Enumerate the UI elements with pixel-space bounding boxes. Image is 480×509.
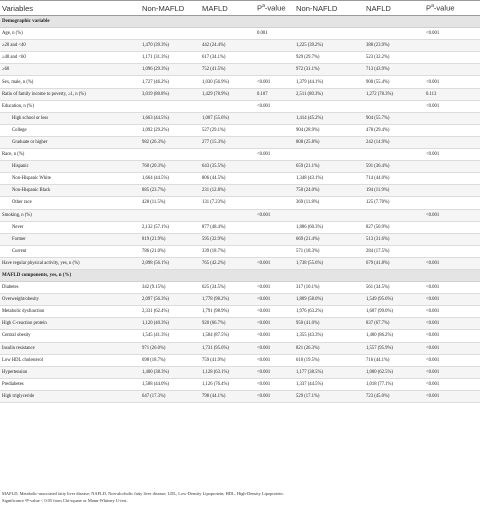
table-cell: 625 (34.5%) [200,282,255,294]
table-cell: <0.001 [255,257,294,269]
table-row [0,88,480,100]
table-row [0,185,480,197]
row-label-cell: Non-Hispanic Black [0,185,140,197]
table-cell: 669 (21.4%) [294,233,364,245]
table-cell: 750 (24.0%) [294,185,364,197]
row-label-cell: Prediabetes [0,378,140,390]
table-cell: 1,791 (98.9%) [200,306,255,318]
row-label-cell: Other race [0,197,140,209]
row-label-cell: High triglyceride [0,390,140,402]
table-cell [424,136,480,148]
table-cell [424,161,480,173]
table-row [0,342,480,354]
table-cell [364,269,424,281]
table-cell: 819 (21.9%) [140,233,200,245]
table-row [0,76,480,88]
table-cell: 1,337 (44.5%) [294,378,364,390]
table-cell: 3,019 (80.8%) [140,88,200,100]
table-cell: 1,272 (78.3%) [364,88,424,100]
table-cell: 1,731 (95.6%) [200,342,255,354]
header-variables: Variables [0,1,140,16]
table-row [0,378,480,390]
table-cell: 1,092 (29.2%) [140,124,200,136]
table-cell: 0.107 [255,88,294,100]
table-body [0,16,480,403]
table-cell [294,28,364,40]
footnote-abbreviations: MAFLD, Metabolic-associated fatty liver disease; NAFLD, Non-alcoholic fatty liver disease; LDL, Low-Density Lipoprotein; HDL, High-Density Lipoprotein. [2,491,284,496]
table-cell: 2,511 (80.3%) [294,88,364,100]
p-superscript: a [262,3,265,10]
table-row [0,40,480,52]
table-cell: 920 (66.7%) [200,318,255,330]
table-row [0,318,480,330]
table-cell [255,136,294,148]
table-row [0,330,480,342]
table-cell: 1,126 (76.4%) [200,378,255,390]
table-cell: 591 (36.4%) [364,161,424,173]
table-cell: 1,470 (39.3%) [140,40,200,52]
table-row [0,100,480,112]
table-cell: 1,778 (98.2%) [200,294,255,306]
table-cell [200,100,255,112]
table-cell: <0.001 [255,282,294,294]
table-cell: <0.001 [255,294,294,306]
table-row [0,197,480,209]
table-cell: 561 (34.5%) [364,282,424,294]
row-label-cell: Education, n (%) [0,100,140,112]
footnote-significance: Significance ᵃP-value < 0.05 from Chi-square or Mann-Whitney U-test. [2,498,128,503]
table-row [0,221,480,233]
table-cell: 1,018 (77.1%) [364,378,424,390]
table-row [0,149,480,161]
table-cell [424,221,480,233]
table-cell: 1,177 (38.5%) [294,366,364,378]
row-label-cell: Sex, male, n (%) [0,76,140,88]
row-label-cell: Diabetes [0,282,140,294]
table-cell [255,64,294,76]
table-cell: 1,663 (44.5%) [140,112,200,124]
table-cell: <0.001 [255,390,294,402]
table-cell: <0.001 [255,366,294,378]
table-cell: 617 (34.1%) [200,52,255,64]
table-cell: 982 (26.3%) [140,136,200,148]
table-cell: <0.001 [255,354,294,366]
table-cell [364,28,424,40]
table-cell [294,100,364,112]
table-cell: 1,400 (86.2%) [364,330,424,342]
table-cell: <0.001 [424,282,480,294]
table-cell: 877 (48.4%) [200,221,255,233]
table-cell: <0.001 [255,330,294,342]
table-cell [200,209,255,221]
table-cell: 827 (50.9%) [364,221,424,233]
table-cell [140,100,200,112]
table-row [0,52,480,64]
table-cell: 900 (55.4%) [364,76,424,88]
table-cell: 523 (32.2%) [364,52,424,64]
table-cell: 284 (17.5%) [364,245,424,257]
table-cell: 2,331 (62.4%) [140,306,200,318]
table-cell: 527 (29.1%) [200,124,255,136]
row-label-cell: Current [0,245,140,257]
table-row [0,124,480,136]
row-label-cell: Low HDL cholesterol [0,354,140,366]
table-cell [140,16,200,28]
row-label-cell: Race, n (%) [0,149,140,161]
table-cell [200,16,255,28]
table-cell: 904 (28.9%) [294,124,364,136]
table-cell: <0.001 [424,100,480,112]
table-cell: 1,007 (55.6%) [200,112,255,124]
table-cell: <0.001 [255,209,294,221]
row-label-cell: High school or less [0,112,140,124]
table-cell: 610 (19.5%) [294,354,364,366]
table-cell: 0.113 [424,88,480,100]
table-cell: 428 (11.5%) [140,197,200,209]
table-cell: <0.001 [255,306,294,318]
table-cell [255,221,294,233]
table-cell: 125 (7.70%) [364,197,424,209]
table-row [0,366,480,378]
table-cell: 1,727 (46.2%) [140,76,200,88]
table-cell: 885 (23.7%) [140,185,200,197]
table-row [0,294,480,306]
header-p-value-mafld [255,1,294,16]
table-cell [424,124,480,136]
row-label-cell: Overweight/obesity [0,294,140,306]
table-cell: 1,738 (55.6%) [294,257,364,269]
table-cell: 1,400 (38.3%) [140,366,200,378]
table-cell [424,40,480,52]
table-cell: <0.001 [255,342,294,354]
table-cell: <0.001 [424,318,480,330]
table-cell [200,149,255,161]
table-cell: 752 (41.5%) [200,64,255,76]
table-cell: 595 (32.9%) [200,233,255,245]
table-cell: <0.001 [424,354,480,366]
table-row [0,233,480,245]
table-cell [255,269,294,281]
table-cell [364,149,424,161]
table-cell: 759 (41.9%) [200,354,255,366]
table-cell: 659 (21.1%) [294,161,364,173]
table-cell: 714 (44.0%) [364,173,424,185]
row-label-cell: College [0,124,140,136]
table-cell: <0.001 [424,390,480,402]
table-cell: 1,128 (63.1%) [200,366,255,378]
table-row [0,64,480,76]
table-cell [364,100,424,112]
table-cell [424,173,480,185]
table-cell: 713 (43.9%) [364,64,424,76]
row-label-cell: Ratio of family income to poverty, ≥1, n (%) [0,88,140,100]
table-row [0,282,480,294]
table-cell: 1,225 (39.2%) [294,40,364,52]
table-cell [364,16,424,28]
table-cell [294,269,364,281]
table-cell [364,209,424,221]
table-cell: 837 (67.7%) [364,318,424,330]
table-cell: 972 (31.1%) [294,64,364,76]
row-label-cell: Hispanic [0,161,140,173]
row-label-cell: Insulin resistance [0,342,140,354]
table-row [0,161,480,173]
table-cell: 798 (44.1%) [200,390,255,402]
table-row [0,245,480,257]
table-cell: 2,132 (57.1%) [140,221,200,233]
table-cell: 2,097 (56.3%) [140,294,200,306]
table-cell: 821 (26.3%) [294,342,364,354]
table-cell: <0.001 [255,76,294,88]
table-cell: 1,545 (41.3%) [140,330,200,342]
table-cell [424,233,480,245]
table-row [0,306,480,318]
table-cell: 1,607 (99.0%) [364,306,424,318]
table-cell: 277 (15.3%) [200,136,255,148]
table-header-row [0,1,480,16]
table-cell: 2,098 (56.1%) [140,257,200,269]
table-cell: 513 (31.6%) [364,233,424,245]
row-label-cell: Graduate or higher [0,136,140,148]
table-row [0,390,480,402]
table-cell: <0.001 [424,209,480,221]
table-cell [140,149,200,161]
table-cell: 1,355 (43.3%) [294,330,364,342]
table-cell [140,209,200,221]
table-cell [424,64,480,76]
table-cell: 1,030 (56.9%) [200,76,255,88]
table-cell: 317 (10.1%) [294,282,364,294]
table-cell: 478 (29.4%) [364,124,424,136]
table-cell: 1,414 (45.2%) [294,112,364,124]
table-row [0,112,480,124]
header-nafld: NAFLD [364,1,424,16]
table-cell: <0.001 [424,366,480,378]
table-row [0,354,480,366]
table-cell: 698 (18.7%) [140,354,200,366]
table-cell: 904 (55.7%) [364,112,424,124]
table-cell: 339 (18.7%) [200,245,255,257]
table-cell: 808 (25.8%) [294,136,364,148]
table-cell [424,269,480,281]
row-label-cell: ≥20 and <40 [0,40,140,52]
table-cell: 529 (17.1%) [294,390,364,402]
table-cell [424,245,480,257]
table-cell [255,245,294,257]
table-row [0,257,480,269]
header-mafld: MAFLD [200,1,255,16]
table-cell: 929 (29.7%) [294,52,364,64]
table-cell [255,161,294,173]
table-cell: 760 (20.3%) [140,161,200,173]
row-label-cell: Demographic variable [0,16,140,28]
table-cell [200,28,255,40]
table-cell: 1,120 (40.3%) [140,318,200,330]
table-cell: <0.001 [424,306,480,318]
table-cell: 1,379 (44.1%) [294,76,364,88]
p-label: P [426,3,432,13]
table-cell: 369 (11.8%) [294,197,364,209]
table-cell [294,149,364,161]
table-cell: <0.001 [424,330,480,342]
table-cell: <0.001 [255,318,294,330]
table-cell [294,16,364,28]
table-cell: 971 (26.0%) [140,342,200,354]
p-superscript: a [431,3,434,10]
header-p-value-nafld [424,1,480,16]
table-section-row [0,269,480,281]
table-cell: 1,096 (29.3%) [140,64,200,76]
table-cell [140,269,200,281]
table-cell: 1,171 (31.3%) [140,52,200,64]
p-suffix: -value [264,3,286,13]
row-label-cell: Hypertension [0,366,140,378]
table-cell: 342 (9.15%) [140,282,200,294]
row-label-cell: High C-reaction protein [0,318,140,330]
table-cell [294,209,364,221]
table-cell: 679 (41.8%) [364,257,424,269]
table-cell: <0.001 [424,378,480,390]
table-row [0,209,480,221]
table-cell: 442 (24.4%) [200,40,255,52]
table-cell: 723 (45.0%) [364,390,424,402]
table-cell: 765 (42.2%) [200,257,255,269]
table-cell [255,185,294,197]
header-non-mafld: Non-MAFLD [140,1,200,16]
table-cell: 571 (18.3%) [294,245,364,257]
table-row [0,136,480,148]
table-cell: 242 (14.9%) [364,136,424,148]
row-label-cell: Age, n (%) [0,28,140,40]
table-cell: 786 (21.0%) [140,245,200,257]
table-cell: 1,557 (95.9%) [364,342,424,354]
table-cell [140,28,200,40]
row-label-cell: Smoking, n (%) [0,209,140,221]
table-cell: 388 (23.9%) [364,40,424,52]
row-label-cell: Central obesity [0,330,140,342]
table-cell: 231 (12.8%) [200,185,255,197]
table-cell: 806 (44.5%) [200,173,255,185]
row-label-cell: Metabolic dysfunction [0,306,140,318]
table-cell: 1,429 (78.9%) [200,88,255,100]
table-cell: <0.001 [424,149,480,161]
row-label-cell: Former [0,233,140,245]
table-cell: 1,348 (43.1%) [294,173,364,185]
table-cell: 950 (41.0%) [294,318,364,330]
row-label-cell: MAFLD components, yes, n (%) [0,269,140,281]
table-cell [424,197,480,209]
table-cell: 1,809 (58.0%) [294,294,364,306]
table-cell: <0.001 [255,378,294,390]
header-non-nafld: Non-NAFLD [294,1,364,16]
table-cell: <0.001 [255,149,294,161]
p-label: P [257,3,263,13]
table-footnote [2,490,478,504]
table-section-row [0,16,480,28]
table-cell: 131 (7.23%) [200,197,255,209]
table-cell: 1,588 (44.0%) [140,378,200,390]
table-cell: 716 (44.1%) [364,354,424,366]
table-cell: 647 (17.3%) [140,390,200,402]
table-cell [424,52,480,64]
table-cell: <0.001 [424,342,480,354]
table-cell: 1,000 (62.5%) [364,366,424,378]
table-cell: <0.001 [424,76,480,88]
table-cell [255,112,294,124]
table-cell [255,52,294,64]
row-label-cell: ≥40 and <60 [0,52,140,64]
table-cell: 1,886 (60.3%) [294,221,364,233]
row-label-cell: Non-Hispanic White [0,173,140,185]
table-row [0,28,480,40]
table-cell: 1,549 (95.6%) [364,294,424,306]
table-cell [424,185,480,197]
table-cell: <0.001 [424,28,480,40]
table-row [0,173,480,185]
table-cell: 0.001 [255,28,294,40]
table-cell: 1,976 (63.2%) [294,306,364,318]
table-cell [255,173,294,185]
table-cell [200,269,255,281]
table-cell: 1,664 (44.5%) [140,173,200,185]
table-cell: 643 (35.5%) [200,161,255,173]
table-cell [255,40,294,52]
table-cell: <0.001 [255,100,294,112]
table-cell [255,197,294,209]
row-label-cell: Never [0,221,140,233]
table-cell [424,112,480,124]
row-label-cell: ≥60 [0,64,140,76]
table-cell: <0.001 [424,294,480,306]
table-cell [255,16,294,28]
table-cell: 1,584 (87.5%) [200,330,255,342]
p-suffix: -value [433,3,455,13]
row-label-cell: Have regular physical activity, yes, n (%) [0,257,140,269]
table-cell: 194 (11.9%) [364,185,424,197]
table-cell [424,16,480,28]
table-cell [255,233,294,245]
table-cell [255,124,294,136]
table-cell: <0.001 [424,257,480,269]
